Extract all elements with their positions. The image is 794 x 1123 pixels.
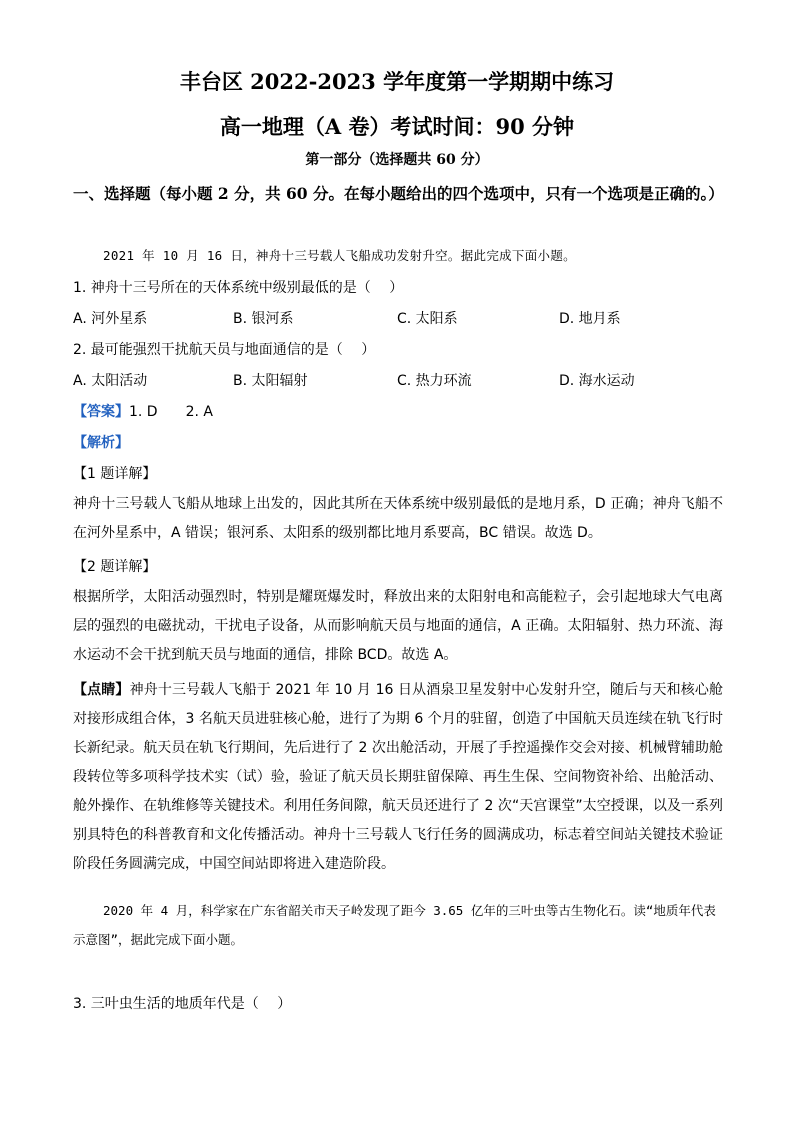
group1-intro: 2021 年 10 月 16 日，神舟十三号载人飞船成功发射升空。据此完成下面小题。 (103, 248, 576, 263)
question-1-option-d: D. 地月系 (559, 311, 621, 327)
tip-paragraph (73, 676, 723, 879)
detail-1-text: 神舟十三号载人飞船从地球上出发的，因此其所在天体系统中级别最低的是地月系，D 正确；神舟飞船不在河外星系中，A 错误；银河系、太阳系的级别都比地月系要高，BC 错误。故选 D。 (73, 496, 723, 541)
detail-2-tag: 【2 题详解】 (73, 559, 157, 575)
answer-tag: 【答案】 (73, 404, 129, 420)
question-2-option-d: D. 海水运动 (559, 373, 635, 389)
group2-intro: 2020 年 4 月，科学家在广东省韶关市天子岭发现了距今 3.65 亿年的三叶虫等古生物化石。读“地质年代表示意图”，据此完成下面小题。 (73, 903, 716, 947)
analysis-tag: 【解析】 (73, 435, 129, 451)
question-2-option-c: C. 热力环流 (397, 373, 472, 389)
answer-line (73, 401, 213, 421)
question-3-stem: 3. 三叶虫生活的地质年代是（ ） (73, 996, 292, 1012)
tip-text: 神舟十三号载人飞船于 2021 年 10 月 16 日从酒泉卫星发射中心发射升空，随后与天和核心舱对接形成组合体，3 名航天员进驻核心舱，进行了为期 6 个月的驻留，创造了中国航天员连续在轨飞行时长新纪录。航天员在轨飞行期间，先后进行了 2 次出舱活动，开展了手控遥操作交会对接、机械臂辅助舱段转位等多项科学技术实（试）验，验证了航天员长期驻留保障、再生生保、空间物资补给、出舱活动、舱外操作、在轨维修等关键技术。利用任务间隙，航天员还进行了 2 次“天宫课堂”太空授课，以及一系列别具特色的科普教育和文化传播活动。神舟十三号载人飞行任务的圆满成功，标志着空间站关键技术验证阶段任务圆满完成，中国空间站即将进入建造阶段。 (73, 682, 724, 872)
exam-title: 丰台区 2022-2023 学年度第一学期期中练习 (179, 69, 615, 94)
tip-tag: 【点睛】 (73, 682, 130, 698)
section-heading: 一、选择题（每小题 2 分，共 60 分。在每小题给出的四个选项中，只有一个选项是正确的。） (73, 184, 724, 203)
part-heading: 第一部分（选择题共 60 分） (305, 152, 489, 168)
question-2-stem: 2. 最可能强烈干扰航天员与地面通信的是（ ） (73, 342, 376, 358)
question-2-option-b: B. 太阳辐射 (233, 373, 308, 389)
detail-2-text: 根据所学，太阳活动强烈时，特别是耀斑爆发时，释放出来的太阳射电和高能粒子，会引起地球大气电离层的强烈的电磁扰动，干扰电子设备，从而影响航天员与地面的通信，A 正确。太阳辐射、热力环流、海水运动不会干扰到航天员与地面的通信，排除 BCD。故选 A。 (73, 589, 723, 663)
exam-subtitle: 高一地理（A 卷）考试时间：90 分钟 (219, 114, 575, 139)
question-1-stem: 1. 神舟十三号所在的天体系统中级别最低的是（ ） (73, 280, 404, 296)
answer-text: 1. D 2. A (129, 404, 213, 420)
question-1-option-a: A. 河外星系 (73, 311, 148, 327)
question-2-option-a: A. 太阳活动 (73, 373, 148, 389)
analysis-line (73, 432, 129, 452)
question-1-option-b: B. 银河系 (233, 311, 294, 327)
detail-1-tag: 【1 题详解】 (73, 466, 157, 482)
question-1-option-c: C. 太阳系 (397, 311, 458, 327)
